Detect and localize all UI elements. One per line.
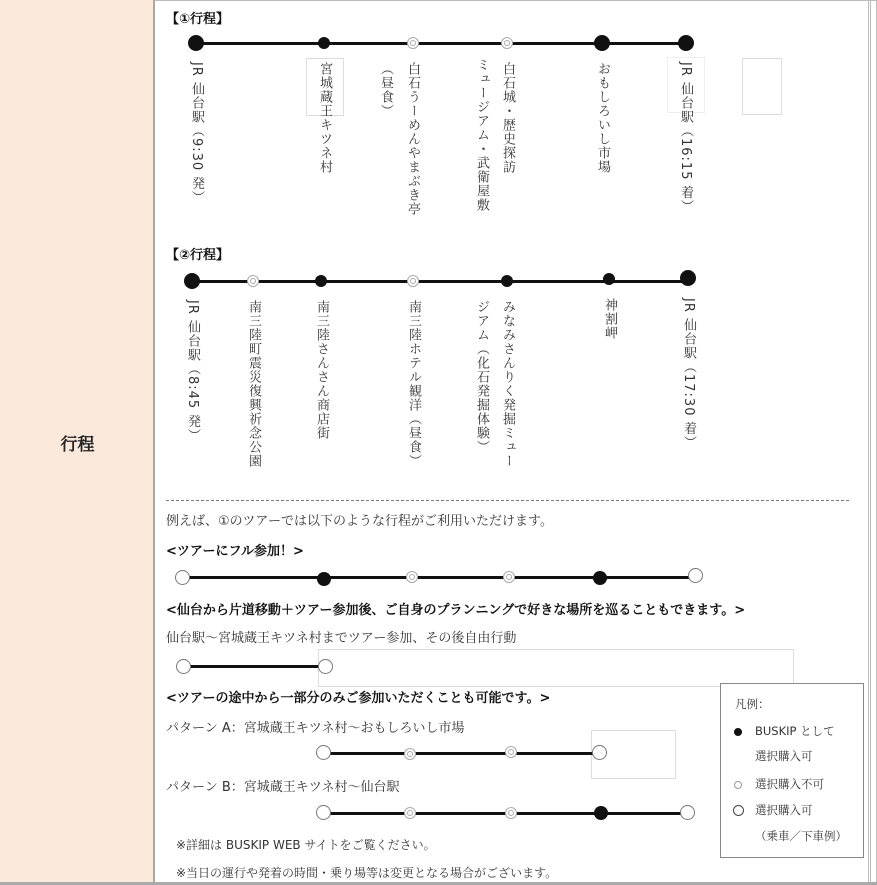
section-divider	[166, 500, 849, 501]
note-details: ※詳細は BUSKIP WEB サイトをご覧ください。	[176, 838, 436, 852]
legend-available-line2: 選択購入可	[755, 749, 813, 763]
row-header-label: 行程	[60, 435, 95, 455]
stop-label: 白石城・歴史探訪	[500, 62, 515, 174]
empty-box	[742, 58, 782, 115]
stop-marker-available	[603, 273, 615, 285]
row-header-cell	[0, 0, 155, 885]
stop-marker-available	[593, 571, 607, 585]
scrollbar-edge	[868, 0, 871, 885]
stop-label: 神割岬	[602, 298, 617, 340]
legend-boarding-line1: 選択購入可	[755, 803, 813, 817]
stop-marker-not-available	[505, 807, 517, 819]
stop-label: おもしろいし市場	[595, 62, 610, 174]
stop-marker-available	[318, 37, 330, 49]
full-participation-heading: <ツアーにフル参加！>	[166, 544, 304, 559]
itinerary-1-route-line	[196, 42, 686, 45]
stop-marker-alighting	[680, 805, 695, 820]
pattern-b-route-line	[323, 812, 685, 815]
examples-intro: 例えば、①のツアーでは以下のような行程がご利用いただけます。	[166, 514, 553, 529]
stop-label: 南三陸ホテル観洋（昼食）	[406, 300, 421, 468]
stop-label: JR 仙台駅（8:45 発）	[185, 300, 200, 443]
stop-note: （昼食）	[378, 62, 393, 118]
stop-marker-not-available	[501, 37, 513, 49]
stop-label: JR 仙台駅（17:30 着）	[681, 298, 696, 450]
partial-heading: <ツアーの途中から一部分のみご参加いただくことも可能です。>	[166, 691, 551, 706]
stop-label: 南三陸町震災復興祈念公園	[246, 300, 261, 468]
legend-available-line1: BUSKIP として	[755, 724, 835, 738]
stop-marker-available	[678, 35, 694, 51]
empty-box	[318, 649, 794, 687]
stop-marker-not-available	[404, 807, 416, 819]
stop-marker-available	[184, 273, 200, 289]
stop-label: みなみさんりく発掘ミュー	[500, 300, 515, 468]
stop-label: 白石うーめんやまぶき亭	[405, 62, 420, 216]
pattern-b-label: パターン B：宮城蔵王キツネ村～仙台駅	[166, 780, 400, 795]
stop-marker-not-available	[505, 746, 517, 758]
stop-marker-available	[188, 35, 204, 51]
legend-not-available-label: 選択購入不可	[755, 777, 824, 791]
stop-marker-boarding	[175, 570, 190, 585]
stop-marker-available	[594, 806, 608, 820]
oneway-description: 仙台駅～宮城蔵王キツネ村までツアー参加、その後自由行動	[166, 631, 517, 646]
legend-available-icon	[734, 728, 742, 736]
stop-marker-not-available	[503, 571, 515, 583]
stop-marker-available	[594, 35, 610, 51]
full-route-line	[182, 576, 696, 579]
stop-marker-alighting	[688, 568, 703, 583]
oneway-heading: <仙台から片道移動＋ツアー参加後、ご自身のプランニングで好きな場所を巡ることもできます。>	[166, 603, 746, 618]
stop-marker-not-available	[407, 275, 419, 287]
stop-marker-boarding	[316, 745, 331, 760]
stop-label-line2: ジアム（化石発掘体験）	[474, 300, 489, 454]
stop-marker-not-available	[406, 571, 418, 583]
stop-marker-not-available	[407, 37, 419, 49]
legend-box	[720, 683, 864, 858]
itinerary-2-title: 【②行程】	[166, 248, 230, 263]
legend-boarding-line2: （乗車／下車例）	[755, 829, 847, 843]
stop-marker-not-available	[404, 748, 416, 760]
stop-marker-available	[317, 572, 331, 586]
stop-marker-alighting	[592, 745, 607, 760]
stop-label: 宮城蔵王キツネ村	[317, 62, 332, 174]
pattern-a-route-line	[323, 752, 601, 755]
legend-boarding-icon	[733, 805, 744, 816]
stop-marker-not-available	[247, 275, 259, 287]
itinerary-1-title: 【①行程】	[166, 12, 230, 27]
stop-label: JR 仙台駅（9:30 発）	[189, 62, 204, 205]
stop-label-line2: ミュージアム・武衛屋敷	[474, 58, 489, 212]
legend-title: 凡例：	[735, 697, 770, 711]
stop-marker-boarding	[316, 805, 331, 820]
oneway-route-line	[183, 665, 323, 668]
note-changes: ※当日の運行や発着の時間・乗り場等は変更となる場合がございます。	[176, 866, 558, 880]
stop-marker-available	[315, 275, 327, 287]
stop-label: 南三陸さんさん商店街	[314, 300, 329, 440]
stop-label: JR 仙台駅（16:15 着）	[678, 62, 693, 214]
stop-marker-available	[680, 270, 696, 286]
stop-marker-alighting	[318, 659, 333, 674]
pattern-a-label: パターン A：宮城蔵王キツネ村～おもしろいし市場	[166, 721, 465, 736]
legend-not-available-icon	[734, 781, 742, 789]
stop-marker-boarding	[176, 659, 191, 674]
stop-marker-available	[501, 275, 513, 287]
